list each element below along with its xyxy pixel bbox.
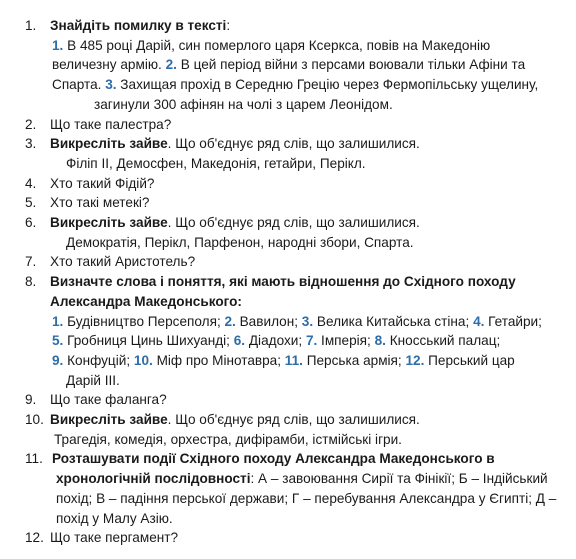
question-item xyxy=(0,272,576,311)
question-number: 10. xyxy=(25,412,44,428)
question-title: Знайдіть помилку в тексті xyxy=(50,18,227,33)
question-item xyxy=(0,252,576,272)
question-number: 5. xyxy=(25,195,37,211)
inline-number: 8. xyxy=(374,333,386,349)
inline-number: 7. xyxy=(305,333,318,349)
inline-text: загинули 300 афінян на чолі з царем Леонідом. xyxy=(94,96,393,112)
question-item xyxy=(0,134,576,154)
question-number: 6. xyxy=(25,215,37,231)
inline-text: Імперія; xyxy=(317,333,375,349)
question-content-line xyxy=(0,430,576,450)
inline-number: 10. xyxy=(133,352,153,368)
inline-text: Дарій ІІІ. xyxy=(66,372,120,388)
question-content-line xyxy=(0,312,576,332)
inline-text: Міф про Мінотавра; xyxy=(152,352,285,368)
inline-number: 5. xyxy=(52,333,64,349)
inline-text: Діадохи; xyxy=(245,333,306,349)
inline-number: 3. xyxy=(301,313,314,329)
inline-text: Захищая прохід в Середню Грецію через Фермопільську ущелину, xyxy=(116,77,539,93)
inline-number: 1. xyxy=(52,37,64,53)
inline-text: Перська армія; xyxy=(302,352,406,368)
inline-number: 4. xyxy=(473,313,485,329)
question-content-line xyxy=(0,95,576,115)
inline-text: Велика Китайська стіна; xyxy=(313,313,474,329)
inline-text: Конфуцій; xyxy=(63,352,134,368)
inline-text: Спарта. xyxy=(52,77,106,93)
inline-number: 3. xyxy=(105,77,117,93)
question-title: Викресліть зайве xyxy=(50,412,168,428)
question-title: Визначте слова і поняття, які мають відношення до Східного походу Александра Македонського: xyxy=(50,274,516,309)
inline-text: Гетайри; xyxy=(484,313,542,329)
question-item xyxy=(0,193,576,213)
question-number: 3. xyxy=(25,136,37,152)
inline-number: 11. xyxy=(284,352,303,368)
question-instruction: . Що об'єднує ряд слів, що залишилися. xyxy=(167,136,420,152)
question-content-line xyxy=(0,75,576,95)
question-title: Викресліть зайве xyxy=(50,215,168,231)
question-content-line xyxy=(0,154,576,174)
question-content-line xyxy=(0,233,576,253)
inline-number: 6. xyxy=(233,333,246,349)
inline-number: 12. xyxy=(405,352,425,368)
inline-number: 1. xyxy=(52,313,64,329)
inline-text: В цей період війни з персами воювали тільки Афіни та xyxy=(176,57,526,73)
question-number: 8. xyxy=(25,274,37,290)
inline-text: Демократія, Перікл, Парфенон, народні збори, Спарта. xyxy=(66,234,414,250)
question-item xyxy=(0,390,576,410)
question-content-line xyxy=(0,351,576,371)
question-instruction: : А – завоювання Сирії та Фінікії; Б – Індійський похід; В – падіння перської держави; Г – перебування Александра у Єгипті; Д – похід у Малу Азію. xyxy=(56,471,557,526)
question-instruction: . Що об'єднує ряд слів, що залишилися. xyxy=(167,412,420,428)
inline-number: 2. xyxy=(165,57,177,73)
question-item xyxy=(0,410,576,430)
question-number: 11. xyxy=(25,451,43,467)
question-content-line xyxy=(0,55,576,75)
question-item xyxy=(0,213,576,233)
question-instruction: : xyxy=(226,18,231,33)
question-item xyxy=(0,528,576,548)
question-title: Розташувати події Східного походу Александра Македонського в хронологічній послідовності xyxy=(52,451,495,487)
inline-text: Трагедія, комедія, орхестра, дифірамби, істмійські ігри. xyxy=(54,431,402,447)
question-text: Хто такі метекі? xyxy=(50,195,150,211)
question-number: 9. xyxy=(25,392,37,408)
inline-text: Гробниця Цинь Шихуанді; xyxy=(63,333,234,349)
inline-text: Вавилон; xyxy=(235,313,302,329)
question-number: 4. xyxy=(25,175,37,191)
question-title: Викресліть зайве xyxy=(50,136,168,152)
question-item xyxy=(0,449,576,528)
inline-text: Перський цар xyxy=(424,352,515,368)
question-item xyxy=(0,115,576,135)
question-content-line xyxy=(0,36,576,56)
inline-number: 2. xyxy=(224,313,236,329)
question-instruction: . Що об'єднує ряд слів, що залишилися. xyxy=(167,215,420,231)
question-text: Хто такий Фідій? xyxy=(50,175,155,191)
question-number: 2. xyxy=(25,116,37,132)
question-text: Що таке фаланга? xyxy=(50,392,167,408)
question-text: Що таке палестра? xyxy=(50,116,172,132)
question-number: 7. xyxy=(25,254,37,270)
question-number: 1. xyxy=(25,18,37,33)
question-item xyxy=(0,16,576,36)
inline-text: Кносський палац; xyxy=(385,333,501,349)
question-content-line xyxy=(0,371,576,391)
inline-text: В 485 році Дарій, син померлого царя Ксеркса, повів на Македонію xyxy=(63,37,491,53)
inline-text: Будівництво Персеполя; xyxy=(63,313,225,329)
inline-text: величезну армію. xyxy=(52,57,166,73)
question-item xyxy=(0,174,576,194)
question-text: Хто такий Аристотель? xyxy=(50,254,196,270)
question-number: 12. xyxy=(25,530,44,546)
question-content-line xyxy=(0,331,576,351)
inline-text: Філіп ІІ, Демосфен, Македонія, гетайри, Перікл. xyxy=(66,155,366,171)
question-text: Що таке пергамент? xyxy=(50,530,179,546)
inline-number: 9. xyxy=(52,352,64,368)
